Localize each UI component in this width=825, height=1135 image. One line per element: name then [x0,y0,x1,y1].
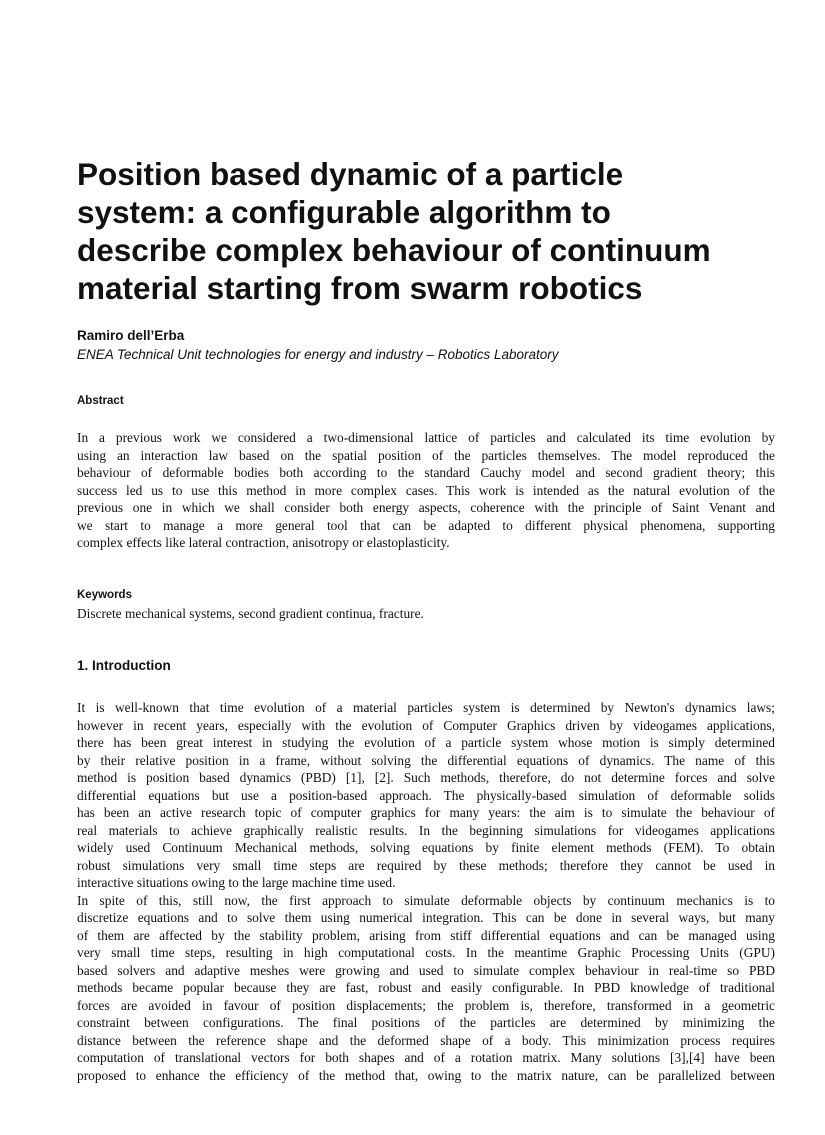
intro-line: of them are affected by the stability problem, arising from stiff differential equations and can be managed using [77,927,775,943]
abstract-line: previous one in which we shall consider both energy aspects, coherence with the principle of Saint Venant and [77,500,775,515]
intro-line: based solvers and adaptive meshes were growing and used to simulate complex behaviour in real-time so PBD [77,962,775,978]
abstract-line: In a previous work we considered a two-dimensional lattice of particles and calculated its time evolution by [77,430,775,445]
intro-line: has been an active research topic of computer graphics for many years: the aim is to simulate the behaviour of [77,805,775,820]
intro-line: real materials to achieve graphically realistic results. In the beginning simulations for videogames applications [77,822,775,838]
intro-line: however in recent years, especially with the evolution of Computer Graphics driven by videogames applications, [77,717,775,733]
intro-line: very small time steps, resulting in high computational costs. In the meantime Graphic Processing Units (GPU) [77,945,775,960]
title-line: system: a configurable algorithm to [77,194,611,230]
abstract-paragraph [77,429,775,552]
intro-line: widely used Continuum Mechanical methods, solving equations by finite element methods (FEM). To obtain [77,840,775,855]
abstract-line: we start to manage a more general tool that can be adapted to different physical phenomena, supporting [77,517,775,533]
introduction-paragraph [77,699,775,1084]
intro-line: method is position based dynamics (PBD) [1], [2]. Such methods, therefore, do not determine forces and solve [77,770,775,785]
keywords-text: Discrete mechanical systems, second gradient continua, fracture. [77,606,424,621]
intro-line: interactive situations owing to the large machine time used. [77,875,396,890]
author-affiliation: ENEA Technical Unit technologies for energy and industry – Robotics Laboratory [77,347,559,362]
abstract-line: success led us to use this method in more complex cases. This work is intended as the natural evolution of the [77,482,775,498]
author-name: Ramiro dell’Erba [77,328,185,343]
intro-line: robust simulations very small time steps are required by these methods; therefore they cannot be used in [77,857,775,873]
intro-line: In spite of this, still now, the first approach to simulate deformable objects by continuum mechanics is to [77,892,775,908]
intro-line: discretize equations and to solve them using numerical integration. This can be done in several ways, but many [77,910,775,925]
intro-line: forces are avoided in favour of position displacements; the problem is, therefore, transformed in a geometric [77,997,775,1013]
intro-line: constraint between configurations. The final positions of the particles are determined by minimizing the [77,1015,775,1030]
intro-line: computation of translational vectors for both shapes and of a rotation matrix. Many solutions [3],[4] have been [77,1050,775,1065]
title-line: describe complex behaviour of continuum [77,232,711,268]
intro-line: methods became popular because they are fast, robust and easily configurable. In PBD knowledge of traditional [77,980,775,995]
abstract-line: behaviour of deformable bodies both according to the standard Cauchy model and second gradient theory; this [77,465,775,480]
title-line: material starting from swarm robotics [77,270,643,306]
intro-line: by their relative position in a frame, without solving the differential equations of dynamics. The name of this [77,752,775,768]
title-line: Position based dynamic of a particle [77,156,624,192]
intro-line: proposed to enhance the efficiency of the method that, owing to the matrix nature, can be parallelized between [77,1067,775,1083]
abstract-line: complex effects like lateral contraction, anisotropy or elastoplasticity. [77,535,450,550]
intro-line: differential equations but use a position-based approach. The physically-based simulation of deformable solids [77,787,775,803]
abstract-heading: Abstract [77,395,124,407]
introduction-heading: 1. Introduction [77,658,171,673]
intro-line: It is well-known that time evolution of a material particles system is determined by Newton's dynamics laws; [77,700,775,715]
paper-title [77,155,777,307]
intro-line: there has been great interest in studying the evolution of a particle system whose motion is simply determined [77,735,775,750]
intro-line: distance between the reference shape and the deformed shape of a body. This minimization process requires [77,1032,775,1048]
keywords-heading: Keywords [77,589,132,601]
abstract-line: using an interaction law based on the spatial position of the particles themselves. The model reproduced the [77,447,775,463]
